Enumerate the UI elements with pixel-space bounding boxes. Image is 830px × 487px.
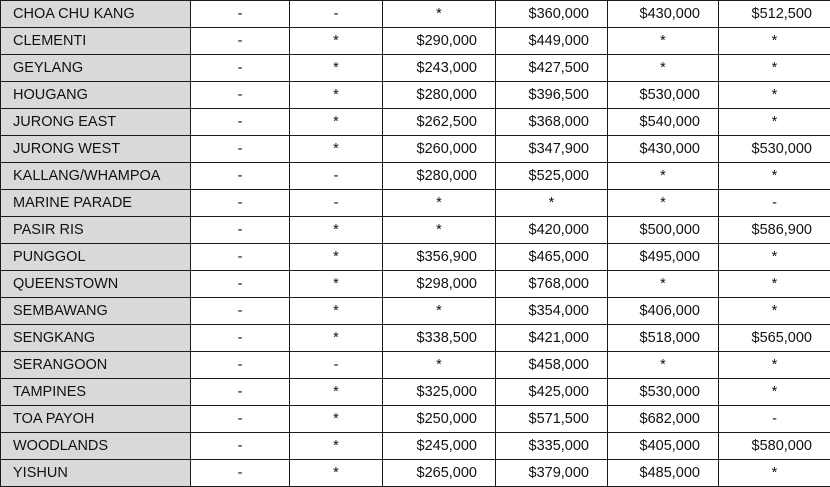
price-cell: - — [191, 82, 290, 109]
price-cell: - — [191, 352, 290, 379]
price-cell: * — [290, 406, 383, 433]
price-cell: $580,000 — [719, 433, 830, 460]
town-name-cell: SENGKANG — [1, 325, 191, 352]
price-cell: $379,000 — [496, 460, 608, 487]
town-name-cell: YISHUN — [1, 460, 191, 487]
price-cell: * — [290, 136, 383, 163]
price-cell: - — [290, 352, 383, 379]
price-cell: * — [383, 190, 496, 217]
price-cell: - — [191, 244, 290, 271]
price-cell: * — [290, 109, 383, 136]
table-row — [1, 271, 830, 298]
price-cell: * — [719, 460, 830, 487]
price-cell: - — [719, 190, 830, 217]
price-cell: * — [383, 352, 496, 379]
price-cell: * — [719, 271, 830, 298]
price-cell: $427,500 — [496, 55, 608, 82]
price-cell: - — [191, 460, 290, 487]
price-cell: $298,000 — [383, 271, 496, 298]
town-name-cell: PUNGGOL — [1, 244, 191, 271]
price-cell: - — [191, 136, 290, 163]
price-cell: $250,000 — [383, 406, 496, 433]
price-cell: $347,900 — [496, 136, 608, 163]
price-cell: $500,000 — [608, 217, 719, 244]
table-row — [1, 433, 830, 460]
price-cell: $586,900 — [719, 217, 830, 244]
price-cell: $360,000 — [496, 1, 608, 28]
price-cell: * — [290, 55, 383, 82]
price-cell: $571,500 — [496, 406, 608, 433]
town-name-cell: MARINE PARADE — [1, 190, 191, 217]
price-cell: $354,000 — [496, 298, 608, 325]
price-cell: * — [290, 217, 383, 244]
town-name-cell: PASIR RIS — [1, 217, 191, 244]
price-cell: $449,000 — [496, 28, 608, 55]
price-cell: $405,000 — [608, 433, 719, 460]
price-cell: $485,000 — [608, 460, 719, 487]
town-name-cell: JURONG EAST — [1, 109, 191, 136]
price-cell: - — [191, 298, 290, 325]
price-cell: $243,000 — [383, 55, 496, 82]
town-name-cell: HOUGANG — [1, 82, 191, 109]
price-cell: - — [191, 28, 290, 55]
price-cell: - — [719, 406, 830, 433]
town-name-cell: KALLANG/WHAMPOA — [1, 163, 191, 190]
price-cell: * — [290, 379, 383, 406]
table-row — [1, 352, 830, 379]
price-cell: $245,000 — [383, 433, 496, 460]
price-cell: * — [496, 190, 608, 217]
price-cell: - — [191, 163, 290, 190]
table-row — [1, 298, 830, 325]
price-cell: * — [608, 271, 719, 298]
table-row — [1, 460, 830, 487]
price-cell: $290,000 — [383, 28, 496, 55]
price-cell: * — [290, 271, 383, 298]
price-cell: $265,000 — [383, 460, 496, 487]
table-row — [1, 1, 830, 28]
price-cell: $325,000 — [383, 379, 496, 406]
table-row — [1, 379, 830, 406]
price-cell: * — [719, 109, 830, 136]
price-cell: * — [290, 325, 383, 352]
price-cell: * — [290, 433, 383, 460]
price-cell: * — [383, 217, 496, 244]
price-cell: * — [719, 244, 830, 271]
price-cell: - — [191, 379, 290, 406]
price-cell: * — [608, 28, 719, 55]
price-cell: $430,000 — [608, 136, 719, 163]
price-cell: $421,000 — [496, 325, 608, 352]
town-name-cell: SEMBAWANG — [1, 298, 191, 325]
price-cell: * — [719, 352, 830, 379]
price-cell: $682,000 — [608, 406, 719, 433]
table-row — [1, 136, 830, 163]
price-cell: * — [608, 190, 719, 217]
price-cell: - — [290, 1, 383, 28]
price-cell: - — [191, 190, 290, 217]
price-cell: - — [191, 406, 290, 433]
price-cell: - — [191, 55, 290, 82]
price-cell: $420,000 — [496, 217, 608, 244]
price-cell: $458,000 — [496, 352, 608, 379]
town-name-cell: CLEMENTI — [1, 28, 191, 55]
table-row — [1, 325, 830, 352]
price-cell: $768,000 — [496, 271, 608, 298]
price-cell: $495,000 — [608, 244, 719, 271]
town-name-cell: TAMPINES — [1, 379, 191, 406]
table-row — [1, 244, 830, 271]
price-cell: $396,500 — [496, 82, 608, 109]
table-row — [1, 163, 830, 190]
town-name-cell: SERANGOON — [1, 352, 191, 379]
price-cell: - — [191, 271, 290, 298]
town-name-cell: JURONG WEST — [1, 136, 191, 163]
price-cell: * — [608, 55, 719, 82]
price-cell: $368,000 — [496, 109, 608, 136]
price-cell: * — [719, 55, 830, 82]
price-cell: * — [383, 298, 496, 325]
price-cell: - — [191, 109, 290, 136]
table-row — [1, 55, 830, 82]
price-cell: * — [719, 379, 830, 406]
price-cell: $425,000 — [496, 379, 608, 406]
price-cell: $280,000 — [383, 82, 496, 109]
price-cell: * — [719, 298, 830, 325]
price-cell: $518,000 — [608, 325, 719, 352]
table-row — [1, 28, 830, 55]
price-cell: * — [290, 460, 383, 487]
price-cell: $430,000 — [608, 1, 719, 28]
price-cell: * — [290, 28, 383, 55]
price-cell: * — [290, 244, 383, 271]
price-cell: * — [608, 163, 719, 190]
price-cell: $525,000 — [496, 163, 608, 190]
price-cell: $338,500 — [383, 325, 496, 352]
table-row — [1, 217, 830, 244]
price-cell: $406,000 — [608, 298, 719, 325]
town-name-cell: TOA PAYOH — [1, 406, 191, 433]
price-cell: * — [719, 28, 830, 55]
price-cell: $512,500 — [719, 1, 830, 28]
price-cell: - — [290, 163, 383, 190]
price-cell: $565,000 — [719, 325, 830, 352]
town-name-cell: QUEENSTOWN — [1, 271, 191, 298]
price-cell: - — [290, 190, 383, 217]
town-name-cell: WOODLANDS — [1, 433, 191, 460]
price-cell: $465,000 — [496, 244, 608, 271]
table-row — [1, 109, 830, 136]
price-cell: $530,000 — [719, 136, 830, 163]
price-cell: $335,000 — [496, 433, 608, 460]
price-cell: - — [191, 433, 290, 460]
price-cell: * — [383, 1, 496, 28]
price-cell: * — [608, 352, 719, 379]
table-body — [1, 1, 830, 487]
price-cell: $262,500 — [383, 109, 496, 136]
town-name-cell: CHOA CHU KANG — [1, 1, 191, 28]
price-cell: * — [290, 82, 383, 109]
table-row — [1, 406, 830, 433]
price-cell: - — [191, 1, 290, 28]
town-name-cell: GEYLANG — [1, 55, 191, 82]
price-cell: * — [719, 163, 830, 190]
price-cell: $356,900 — [383, 244, 496, 271]
price-cell: - — [191, 325, 290, 352]
table-row — [1, 82, 830, 109]
price-cell: $260,000 — [383, 136, 496, 163]
price-cell: * — [290, 298, 383, 325]
table-row — [1, 190, 830, 217]
price-cell: * — [719, 82, 830, 109]
price-cell: $280,000 — [383, 163, 496, 190]
price-cell: - — [191, 217, 290, 244]
price-cell: $530,000 — [608, 82, 719, 109]
price-cell: $530,000 — [608, 379, 719, 406]
price-cell: $540,000 — [608, 109, 719, 136]
